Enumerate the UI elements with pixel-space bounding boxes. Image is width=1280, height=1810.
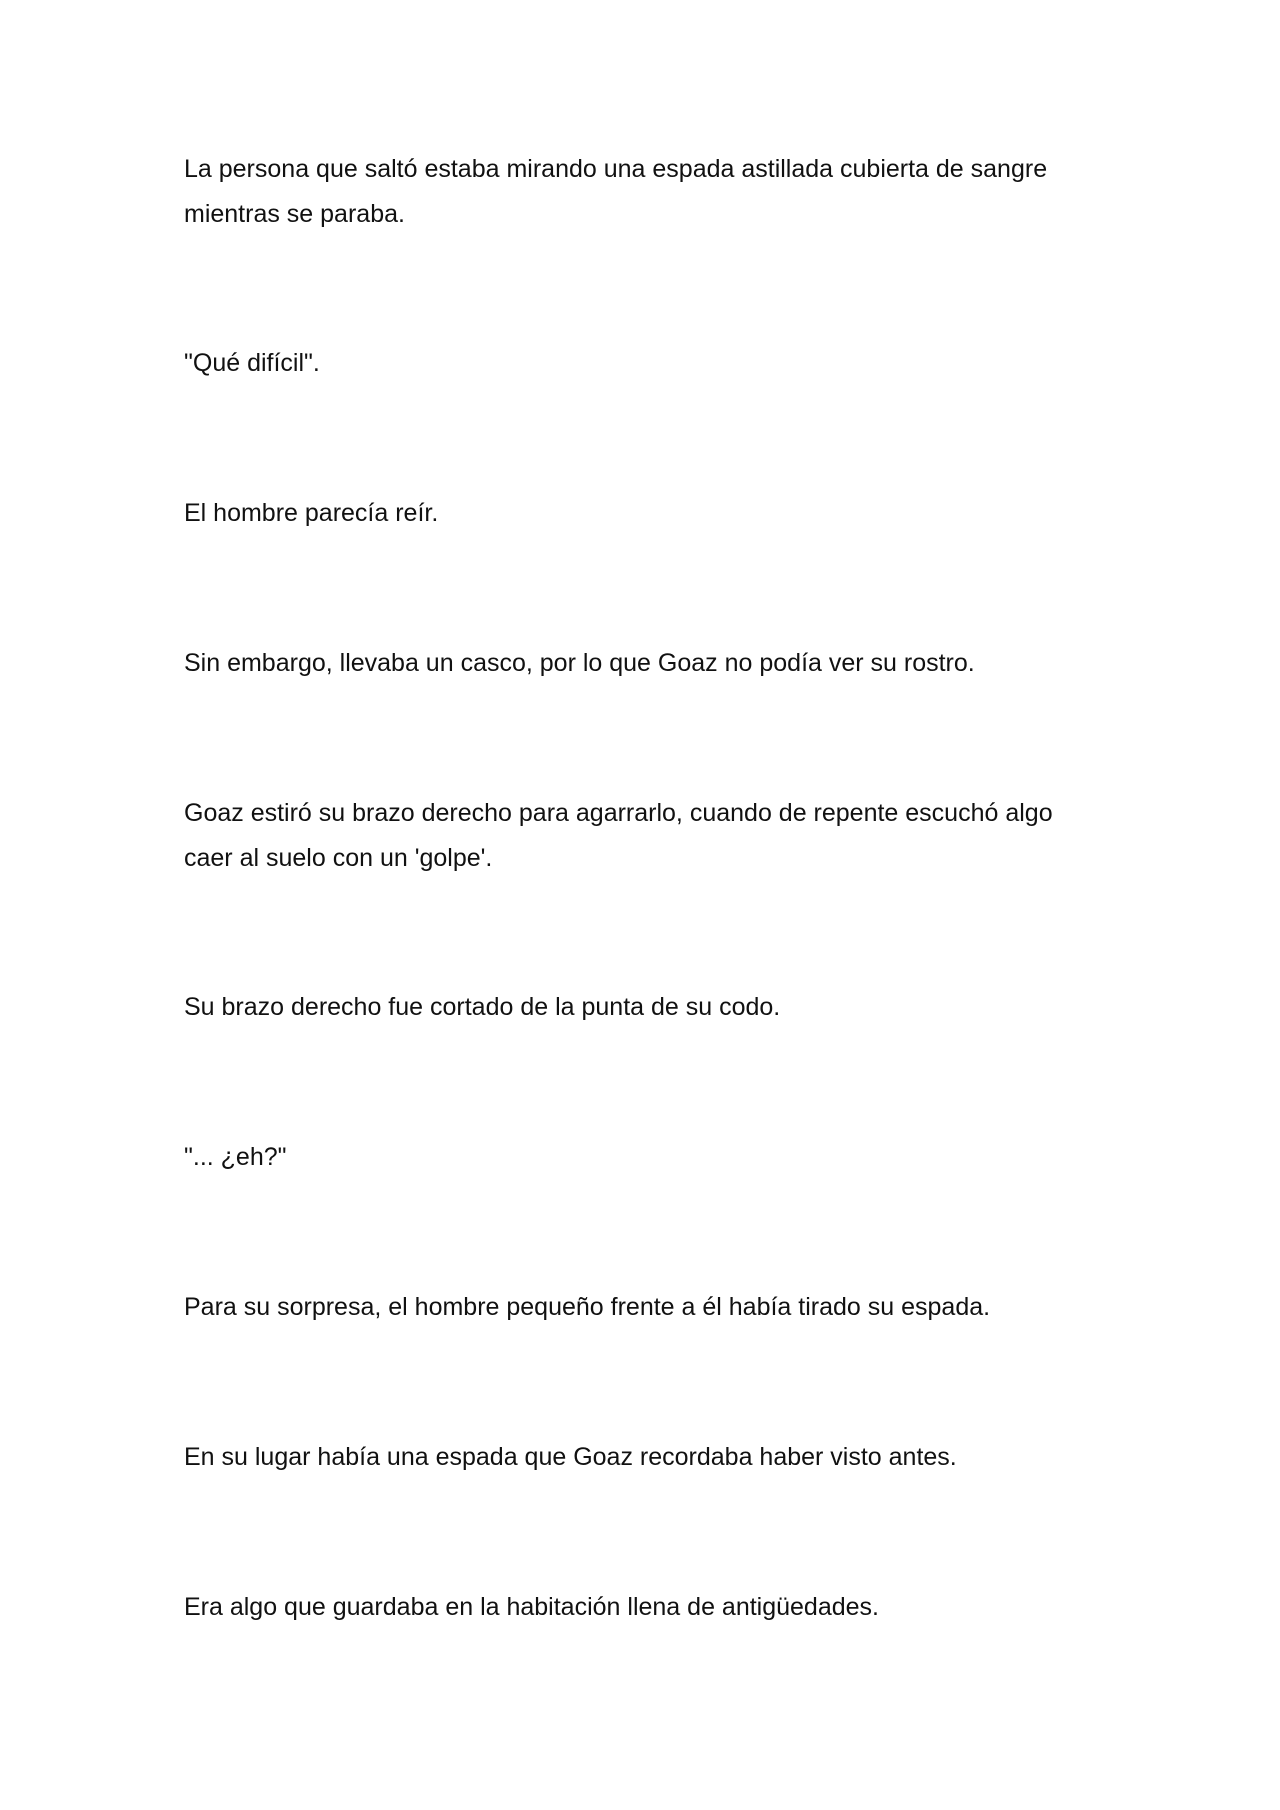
paragraph-6: Su brazo derecho fue cortado de la punta de su codo. [184,993,781,1021]
paragraph-7: "... ¿eh?" [184,1143,287,1171]
paragraph-10: Era algo que guardaba en la habitación llena de antigüedades. [184,1593,879,1621]
paragraph-5: Goaz estiró su brazo derecho para agarrarlo, cuando de repente escuchó algo caer al suelo con un 'golpe'. [184,799,1053,872]
paragraph-3: El hombre parecía reír. [184,499,439,527]
paragraph-2: "Qué difícil". [184,349,320,377]
paragraph-8: Para su sorpresa, el hombre pequeño frente a él había tirado su espada. [184,1293,991,1321]
paragraph-9: En su lugar había una espada que Goaz recordaba haber visto antes. [184,1443,957,1471]
paragraph-1: La persona que saltó estaba mirando una espada astillada cubierta de sangre mientras se paraba. [184,155,1048,228]
paragraph-4: Sin embargo, llevaba un casco, por lo que Goaz no podía ver su rostro. [184,649,975,677]
